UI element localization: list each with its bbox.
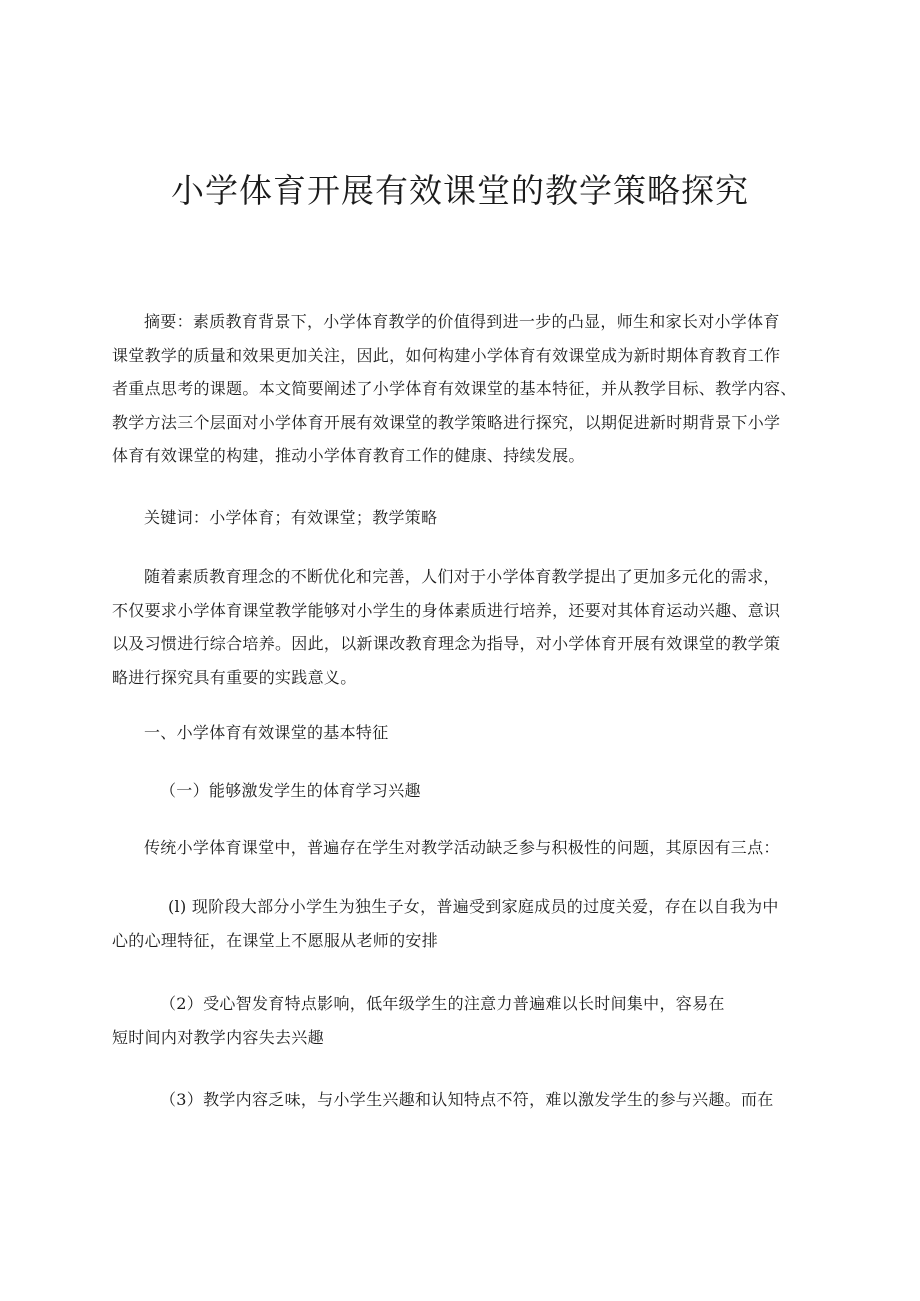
- intro-line: 随着素质教育理念的不断优化和完善，人们对于小学体育教学提出了更加多元化的需求，: [144, 567, 780, 586]
- abstract-line: 课堂教学的质量和效果更加关注，因此，如何构建小学体育有效课堂成为新时期体育教育工作: [112, 345, 781, 365]
- point-line: (l) 现阶段大部分小学生为独生子女，普遍受到家庭成员的过度关爱，存在以自我为中: [168, 897, 779, 916]
- abstract-line: 体育有效课堂的构建，推动小学体育教育工作的健康、持续发展。: [112, 446, 585, 465]
- section-heading: 一、小学体育有效课堂的基本特征: [144, 723, 389, 742]
- abstract-line: 摘要：素质教育背景下，小学体育教学的价值得到进一步的凸显，师生和家长对小学体育: [144, 312, 780, 331]
- point-line: 心的心理特征，在课堂上不愿服从老师的安排: [112, 930, 439, 950]
- intro-line: 略进行探究具有重要的实践意义。: [112, 667, 357, 687]
- point-line: （3）教学内容乏味，与小学生兴趣和认知特点不符，难以激发学生的参与兴趣。而在: [160, 1090, 774, 1109]
- intro-line: 以及习惯进行综合培养。因此，以新课改教育理念为指导，对小学体育开展有效课堂的教学策: [112, 634, 781, 653]
- point-1: [112, 890, 812, 957]
- abstract-line: 者重点思考的课题。本文简要阐述了小学体育有效课堂的基本特征，并从教学目标、教学内容、: [112, 379, 797, 398]
- paragraph-traditional: 传统小学体育课堂中，普遍存在学生对教学活动缺乏参与积极性的问题，其原因有三点：: [144, 838, 780, 857]
- point-2: [112, 987, 812, 1054]
- point-line: 短时间内对教学内容失去兴趣: [112, 1027, 324, 1047]
- keywords-line: 关键词：小学体育；有效课堂；教学策略: [144, 508, 438, 527]
- intro-paragraph: [112, 560, 812, 694]
- abstract-line: 教学方法三个层面对小学体育开展有效课堂的教学策略进行探究，以期促进新时期背景下小学: [112, 412, 781, 432]
- abstract-paragraph: [112, 305, 812, 473]
- intro-line: 不仅要求小学体育课堂教学能够对小学生的身体素质进行培养，还要对其体育运动兴趣、意识: [112, 600, 781, 620]
- subsection-heading: （一）能够激发学生的体育学习兴趣: [160, 781, 421, 800]
- document-title: 小学体育开展有效课堂的教学策略探究: [171, 171, 749, 210]
- point-3: [112, 1083, 812, 1117]
- point-line: （2）受心智发育特点影响，低年级学生的注意力普遍难以长时间集中，容易在: [160, 994, 725, 1013]
